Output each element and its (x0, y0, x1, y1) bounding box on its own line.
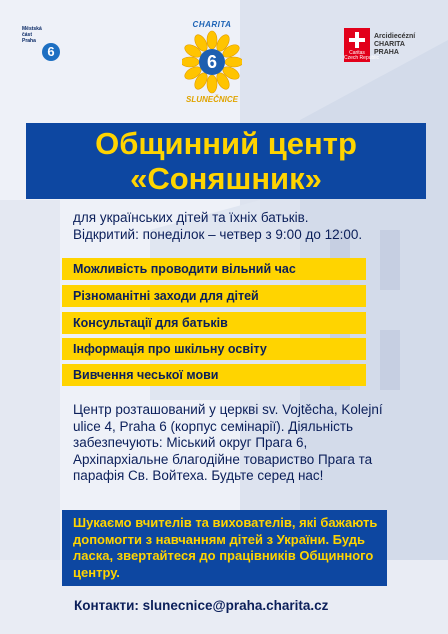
adc-logo-text: Arcidiecézní CHARITA PRAHA (374, 33, 416, 56)
caritas-box-label: Caritas Czech Republic (344, 50, 380, 61)
appeal-banner (62, 510, 387, 586)
caritas-box (344, 28, 380, 62)
arcidiecezni-charita-logo (344, 28, 434, 68)
title-banner (26, 123, 426, 199)
praha6-logo-number: 6 (42, 43, 60, 61)
charita-slunecnice-logo (182, 20, 242, 110)
feature-item: Інформація про шкільну освіту (62, 338, 366, 360)
caritas-cross-icon (349, 32, 365, 48)
intro-line-2: Відкритий: понеділок – четвер з 9:00 до 12:00. (73, 227, 363, 242)
feature-item: Різноманітні заходи для дітей (62, 285, 366, 307)
charita-logo-bottom-text: SLUNEČNICE (185, 95, 238, 104)
contact-text: Контакти: slunecnice@praha.charita.cz (74, 598, 329, 613)
intro-line-1: для українських дітей та їхніх батьків. (73, 210, 309, 225)
charita-logo-number: 6 (206, 52, 217, 72)
title-line-2: «Соняшник» (130, 161, 322, 196)
description-text: Центр розташований у церкві sv. Vojtěcha, Kolejní ulice 4, Praha 6 (корпус семінарії). Діяльність забезпечують: Міський округ Прага 6, Архіпархіальне благодійне товариство Прага та парафія Св. Войтеха. Будьте серед нас! (73, 402, 383, 483)
intro-text (73, 209, 423, 243)
praha6-logo (22, 26, 62, 66)
charita-logo-top-text: CHARITA (192, 20, 232, 29)
feature-item: Консультації для батьків (62, 312, 366, 334)
title-line-1: Общинний центр (95, 126, 357, 161)
appeal-text: Шукаємо вчителів та вихователів, які бажають допомогти з навчанням дітей з України. Будь ласка, звертайтеся до працівників Общинного центру. (73, 515, 378, 580)
praha6-logo-text: Městská část Praha (22, 26, 42, 44)
feature-item: Можливість проводити вільний час (62, 258, 366, 280)
feature-item: Вивчення чеської мови (62, 364, 366, 386)
